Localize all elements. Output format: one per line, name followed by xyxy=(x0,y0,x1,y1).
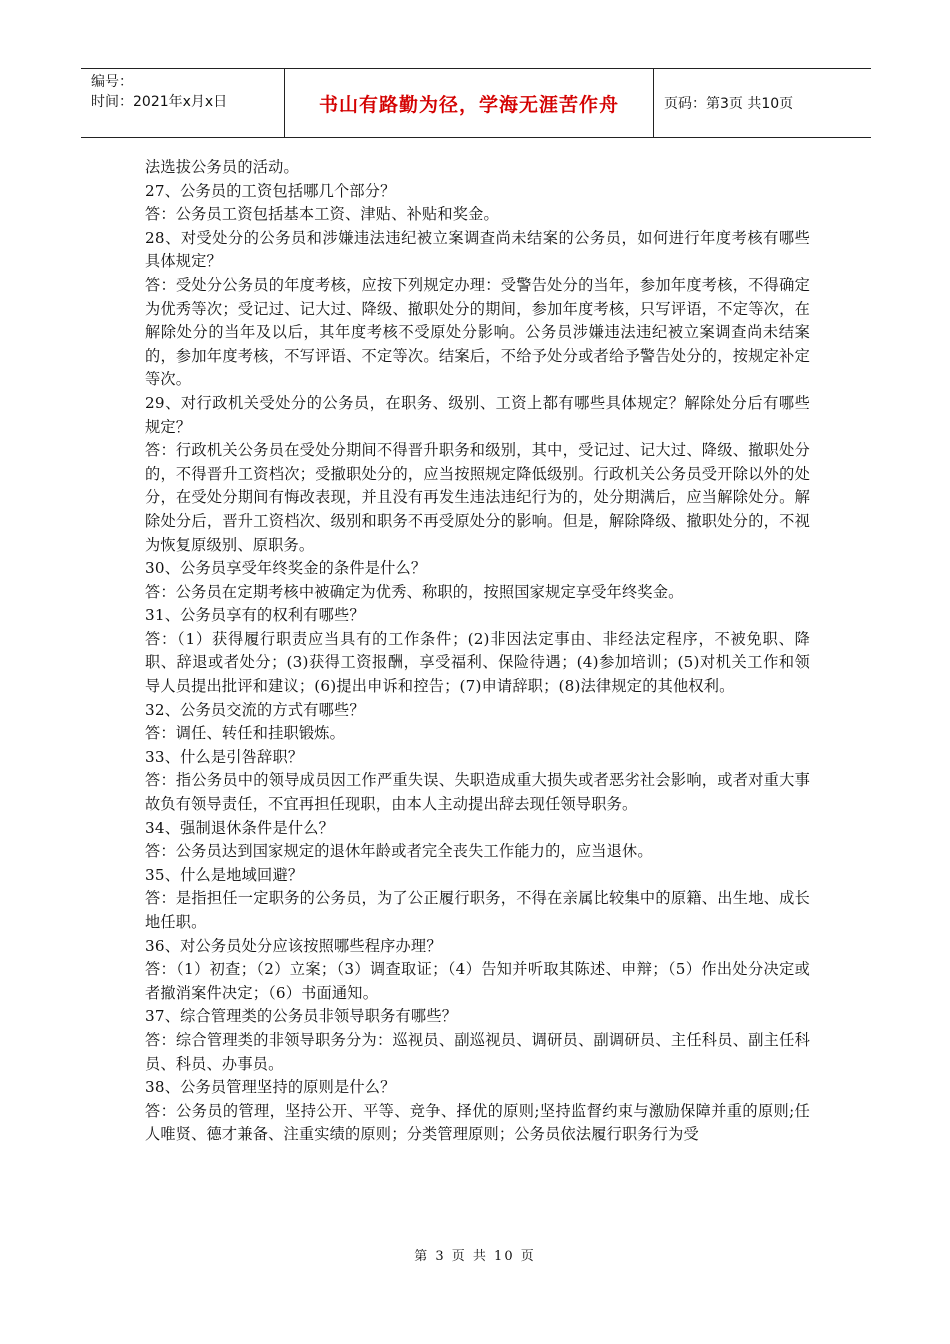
page-header xyxy=(81,68,871,138)
question: 31、公务员享有的权利有哪些？ xyxy=(145,606,365,625)
answer: 答：指公务员中的领导成员因工作严重失误、失职造成重大损失或者恶劣社会影响，或者对重大事故负有领导责任，不宜再担任现职，由本人主动提出辞去现任领导职务。 xyxy=(145,771,810,814)
answer: 答：受处分公务员的年度考核，应按下列规定办理：受警告处分的当年，参加年度考核，不得确定为优秀等次；受记过、记大过、降级、撤职处分的期间，参加年度考核，只写评语，不定等次，在解除处分的当年及以后，其年度考核不受原处分影响。公务员涉嫌违法违纪被立案调查尚未结案的，参加年度考核，不写评语、不定等次。结案后，不给予处分或者给予警告处分的，按规定补定等次。 xyxy=(145,275,810,389)
answer: 答：行政机关公务员在受处分期间不得晋升职务和级别，其中，受记过、记大过、降级、撤职处分的，不得晋升工资档次；受撤职处分的，应当按照规定降低级别。行政机关公务员受开除以外的处分，在受处分期间有悔改表现，并且没有再发生违法违纪行为的，处分期满后，应当解除处分。解除处分后，晋升工资档次、级别和职务不再受原处分的影响。但是，解除降级、撤职处分的，不视为恢复原级别、原职务。 xyxy=(145,441,810,554)
question: 37、综合管理类的公务员非领导职务有哪些？ xyxy=(145,1007,458,1026)
question: 29、对行政机关受处分的公务员，在职务、级别、工资上都有哪些具体规定？解除处分后有哪些规定？ xyxy=(145,393,810,436)
paragraph: 法选拔公务员的活动。 xyxy=(145,158,299,176)
answer: 答：（1）获得履行职责应当具有的工作条件；(2)非因法定事由、非经法定程序，不被免职、降职、辞退或者处分；(3)获得工资报酬，享受福利、保险待遇；(4)参加培训；(5)对机关工作和领导人员提出批评和建议；(6)提出申诉和控告；(7)申请辞职；(8)法律规定的其他权利。 xyxy=(145,629,810,696)
question: 34、强制退休条件是什么？ xyxy=(145,818,334,837)
answer: 答：综合管理类的非领导职务分为：巡视员、副巡视员、调研员、副调研员、主任科员、副主任科员、科员、办事员。 xyxy=(145,1030,810,1073)
question: 28、对受处分的公务员和涉嫌违法违纪被立案调查尚未结案的公务员，如何进行年度考核有哪些具体规定？ xyxy=(145,228,810,271)
question: 33、什么是引咎辞职？ xyxy=(145,747,304,766)
question: 36、对公务员处分应该按照哪些程序办理？ xyxy=(145,936,442,955)
document-number-label: 编号： xyxy=(91,74,133,90)
answer: 答：公务员在定期考核中被确定为优秀、称职的，按照国家规定享受年终奖金。 xyxy=(145,582,684,601)
question: 30、公务员享受年终奖金的条件是什么？ xyxy=(145,559,427,578)
answer: 答：（1）初查；（2）立案；（3）调查取证；（4）告知并听取其陈述、申辩；（5）作出处分决定或者撤消案件决定；（6）书面通知。 xyxy=(145,960,810,1002)
question: 35、什么是地域回避？ xyxy=(145,865,304,884)
answer: 答：公务员达到国家规定的退休年龄或者完全丧失工作能力的，应当退休。 xyxy=(145,842,653,861)
question: 38、公务员管理坚持的原则是什么？ xyxy=(145,1078,396,1097)
header-meta xyxy=(81,69,284,137)
answer: 答：公务员工资包括基本工资、津贴、补贴和奖金。 xyxy=(145,205,499,224)
answer: 答：是指担任一定职务的公务员，为了公正履行职务，不得在亲属比较集中的原籍、出生地、成长地任职。 xyxy=(145,889,810,931)
answer: 答：公务员的管理，坚持公开、平等、竞争、择优的原则;坚持监督约束与激励保障并重的原则;任人唯贤、德才兼备、注重实绩的原则；分类管理原则；公务员依法履行职务行为受 xyxy=(145,1101,810,1144)
document-body xyxy=(145,156,810,1147)
question: 27、公务员的工资包括哪几个部分？ xyxy=(145,181,396,200)
answer: 答：调任、转任和挂职锻炼。 xyxy=(145,724,346,743)
page-footer: 第 3 页 共 10 页 xyxy=(414,1249,536,1264)
header-motto: 书山有路勤为径，学海无涯苦作舟 xyxy=(284,69,654,137)
document-date: 时间：2021年x月x日 xyxy=(91,94,228,110)
question: 32、公务员交流的方式有哪些？ xyxy=(145,700,365,719)
header-page-code: 页码：第3页 共10页 xyxy=(664,96,794,112)
